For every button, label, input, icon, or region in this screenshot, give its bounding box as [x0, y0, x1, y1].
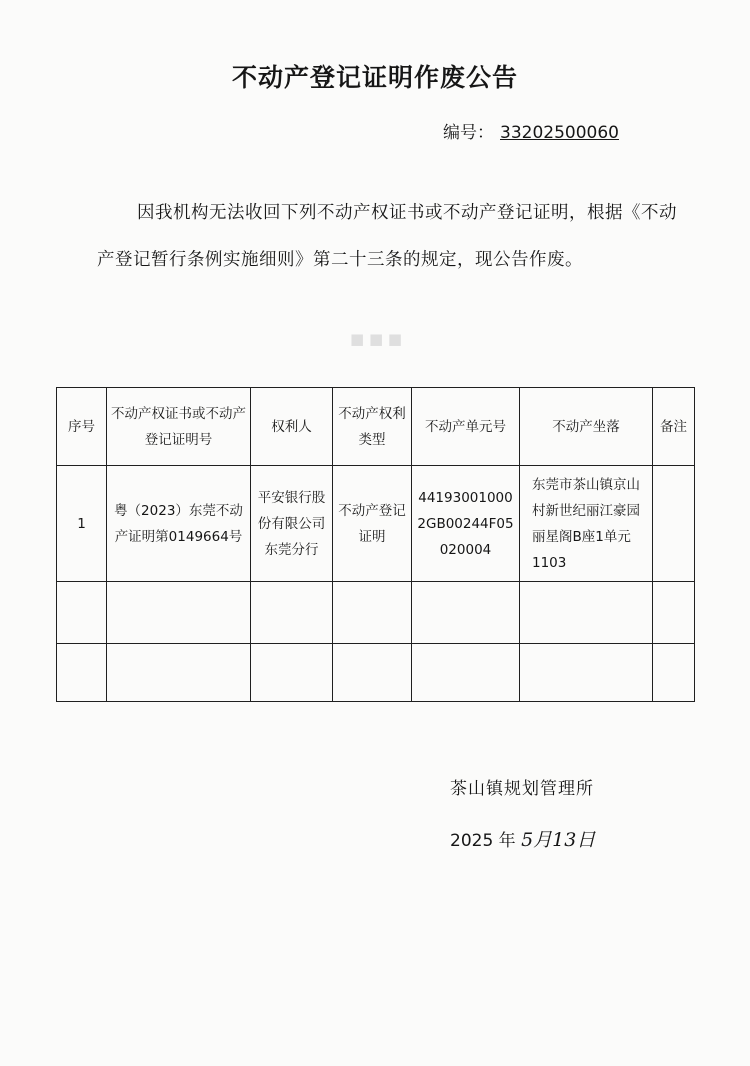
- header-cell-certificate-no: 不动产权证书或不动产登记证明号: [107, 388, 251, 466]
- cell-remarks: [653, 466, 695, 582]
- document-number-label: 编号：: [443, 123, 494, 143]
- announcement-paragraph: 因我机构无法收回下列不动产权证书或不动产登记证明，根据《不动产登记暂行条例实施细则》第二十三条的规定，现公告作废。: [97, 203, 677, 270]
- certificate-table: [56, 387, 695, 702]
- cell-location: 东莞市茶山镇京山村新世纪丽江豪园丽星阁B座1单元1103: [520, 466, 653, 582]
- header-cell-right-type: 不动产权利类型: [333, 388, 412, 466]
- table-row: [57, 644, 695, 702]
- header-cell-index: 序号: [57, 388, 107, 466]
- cell-owner: 平安银行股份有限公司东莞分行: [251, 466, 333, 582]
- cell-unit-no: 441930010002GB00244F05020004: [412, 466, 520, 582]
- cell-index: 1: [57, 466, 107, 582]
- table-header-row: [57, 388, 695, 466]
- header-cell-unit-no: 不动产单元号: [412, 388, 520, 466]
- issuing-organization: 茶山镇规划管理所: [450, 779, 594, 799]
- header-cell-remarks: 备注: [653, 388, 695, 466]
- document-number: [443, 118, 619, 143]
- table-row: [57, 466, 695, 582]
- issue-date: [450, 825, 595, 852]
- bleed-through-mark: ■ ■ ■: [350, 330, 403, 348]
- issue-date-handwritten: 5月13日: [521, 829, 596, 851]
- header-cell-owner: 权利人: [251, 388, 333, 466]
- issue-date-year: 2025 年: [450, 831, 516, 851]
- cell-certificate-no: 粤（2023）东莞不动产证明第0149664号: [107, 466, 251, 582]
- document-number-value: 33202500060: [500, 123, 619, 143]
- page-title: 不动产登记证明作废公告: [231, 63, 518, 92]
- table-row: [57, 582, 695, 644]
- cell-right-type: 不动产登记证明: [333, 466, 412, 582]
- header-cell-location: 不动产坐落: [520, 388, 653, 466]
